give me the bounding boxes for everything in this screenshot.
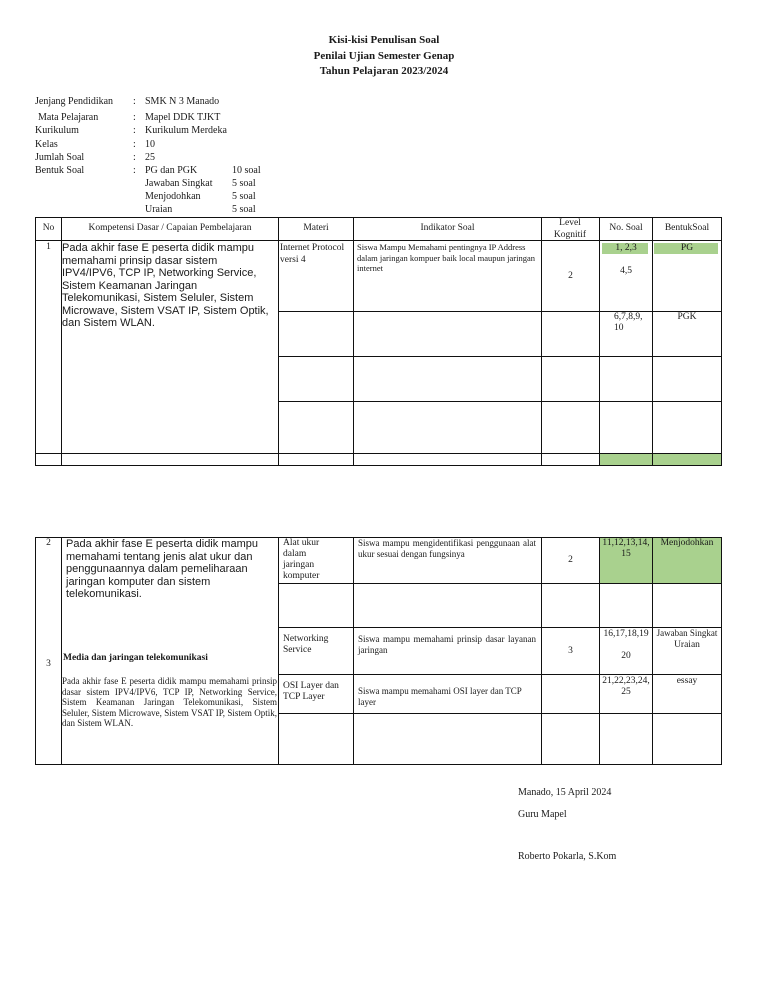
header-indikator: Indikator Soal — [420, 223, 475, 233]
header-kd: Kompetensi Dasar / Capaian Pembelajaran — [88, 223, 252, 233]
info-colon: : — [133, 112, 136, 123]
table1-border — [35, 217, 721, 218]
row3-kd: Pada akhir fase E peserta didik mampu memahami prinsip dasar sistem IPV4/IPV6, TCP IP, Networking Service, Sistem Keamanan Jaringan Telekomunikasi, Sistem Seluler, Sistem Microwave, Sistem VSAT IP, Sistem Optik, dan Sistem WLAN. — [62, 676, 277, 728]
info-colon: : — [133, 165, 136, 176]
info-value-jenjang: SMK N 3 Manado — [145, 96, 220, 107]
row3-bentuk-a2: Uraian — [674, 640, 700, 650]
signature-role: Guru Mapel — [518, 809, 567, 820]
row1-kd: Pada akhir fase E peserta didik mampu memahami prinsip dasar sistem IPV4/IPV6, TCP IP, Networking Service, Sistem Keamanan Jaringan Telekomunikasi, Sistem Seluler, Sistem Microwave, Sistem VSAT IP, Sistem Optik, dan Sistem WLAN. — [62, 242, 269, 329]
row3-indikator-b: Siswa mampu memahami OSI layer dan TCP layer — [358, 686, 522, 707]
row3-kd-title: Media dan jaringan telekomunikasi — [63, 653, 208, 663]
info-colon: : — [133, 152, 136, 163]
bentuk-count: 10 soal — [232, 165, 261, 176]
row1-bentuk-b: PGK — [677, 312, 697, 322]
bentuk-name: Jawaban Singkat — [145, 178, 213, 189]
row2-level: 2 — [568, 555, 573, 565]
row1-bentuk-a: PG — [680, 243, 694, 253]
table2-border — [278, 537, 279, 765]
row3-nosoal-a2: 20 — [621, 651, 631, 661]
table1-border — [353, 217, 354, 466]
row3-bentuk-a1: Jawaban Singkat — [656, 628, 718, 638]
row2-bentuk: Menjodohkan — [660, 538, 714, 548]
bentuk-name: Uraian — [145, 204, 173, 215]
header-bentuk: BentukSoal — [664, 223, 710, 233]
table1-border — [541, 217, 542, 466]
bentuk-name: Menjodohkan — [145, 191, 201, 202]
table2-border — [35, 764, 721, 765]
table2-border — [61, 537, 62, 765]
row2-indikator: Siswa mampu mengidentifikasi penggunaan alat ukur sesuai dengan fungsinya — [358, 538, 536, 559]
row1-nosoal-b: 4,5 — [620, 266, 632, 276]
info-value-kelas: 10 — [145, 139, 155, 150]
table2-border — [652, 537, 653, 765]
row3-no: 3 — [46, 659, 51, 669]
row3-nosoal-b: 21,22,23,24, 25 — [602, 676, 650, 697]
table1-border — [35, 465, 721, 466]
row1-level: 2 — [568, 271, 573, 281]
bentuk-count: 5 soal — [232, 178, 256, 189]
info-label-bentuk: Bentuk Soal — [35, 165, 85, 176]
table1-border — [35, 240, 721, 241]
table2-border — [353, 537, 354, 765]
bentuk-name: PG dan PGK — [145, 165, 198, 176]
table1-border — [652, 217, 653, 466]
table2-border — [278, 674, 721, 675]
row1-nosoal-a: 1, 2,3 — [615, 243, 637, 253]
row1-no: 1 — [46, 242, 51, 252]
table2-border — [278, 713, 721, 714]
highlight-footer-row — [599, 454, 721, 465]
signature-place-date: Manado, 15 April 2024 — [518, 787, 612, 798]
table2-border — [278, 583, 721, 584]
doc-year: Tahun Pelajaran 2023/2024 — [319, 65, 449, 77]
doc-subtitle: Penilai Ujian Semester Genap — [313, 50, 455, 62]
table2-border — [721, 537, 722, 765]
row3-indikator-a: Siswa mampu memahami prinsip dasar layanan jaringan — [358, 634, 536, 655]
signature-name: Roberto Pokarla, S.Kom — [518, 851, 617, 862]
header-materi: Materi — [303, 223, 329, 233]
header-nosoal: No. Soal — [609, 223, 643, 233]
table1-border — [35, 217, 36, 466]
row1-nosoal-c: 6,7,8,9, 10 — [614, 312, 643, 333]
row2-materi: Alat ukur dalam jaringan komputer — [283, 538, 320, 581]
row3-nosoal-a1: 16,17,18,19 — [603, 629, 649, 639]
info-label-jenjang: Jenjang Pendidikan — [35, 96, 114, 107]
table1-border — [278, 356, 721, 357]
info-label-mapel: Mata Pelajaran — [38, 112, 99, 123]
info-colon: : — [133, 96, 136, 107]
table2-border — [35, 537, 36, 765]
bentuk-count: 5 soal — [232, 191, 256, 202]
table1-border — [278, 217, 279, 466]
row3-level-a: 3 — [568, 646, 573, 656]
info-value-jumlah: 25 — [145, 152, 155, 163]
row3-bentuk-b: essay — [676, 676, 698, 686]
row2-kd: Pada akhir fase E peserta didik mampu memahami tentang jenis alat ukur dan penggunaannya dalam pemeliharaan jaringan komputer dan sistem telekomunikasi. — [66, 538, 258, 600]
table1-border — [721, 217, 722, 466]
table1-border — [599, 217, 600, 466]
table1-border — [278, 401, 721, 402]
bentuk-count: 5 soal — [232, 204, 256, 215]
row3-materi-b: OSI Layer dan TCP Layer — [283, 681, 339, 702]
info-colon: : — [133, 139, 136, 150]
row3-materi-a: Networking Service — [283, 634, 329, 655]
table1-border — [35, 453, 721, 454]
header-no: No — [42, 223, 55, 233]
row1-materi: Internet Protocol versi 4 — [280, 243, 345, 265]
row1-indikator: Siswa Mampu Memahami pentingnya IP Address dalam jaringan kompuer baik local maupun jaringan internet — [357, 242, 535, 273]
header-level: Level Kognitif — [553, 218, 587, 240]
info-label-jumlah: Jumlah Soal — [35, 152, 85, 163]
info-value-mapel: Mapel DDK TJKT — [145, 112, 221, 123]
row2-no: 2 — [46, 538, 51, 548]
row2-nosoal: 11,12,13,14, 15 — [602, 538, 650, 559]
info-value-kurikulum: Kurikulum Merdeka — [145, 125, 227, 136]
info-label-kurikulum: Kurikulum — [35, 125, 79, 136]
info-colon: : — [133, 125, 136, 136]
info-label-kelas: Kelas — [35, 139, 58, 150]
doc-title: Kisi-kisi Penulisan Soal — [328, 34, 440, 46]
